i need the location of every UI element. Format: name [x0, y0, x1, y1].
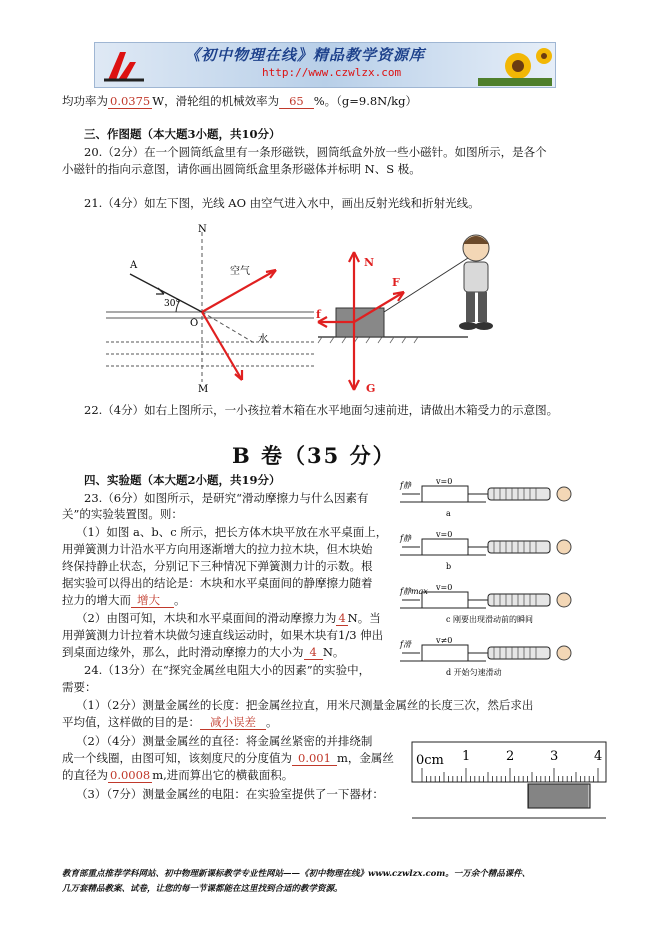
section3-heading: 三、作图题（本大题3小题，共10分） — [84, 127, 281, 141]
q23-p1-line4: 据实验可以得出的结论是：木块和水平桌面间的静摩擦力随着 — [62, 576, 373, 590]
velocity-label: v=0 — [436, 583, 453, 592]
q24-p2-line1: （2）（4分）测量金属丝的直径：将金属丝紧密的并排绕制 — [76, 734, 373, 748]
ruler-label: 2 — [506, 749, 515, 764]
refraction-figure — [106, 222, 314, 394]
q24-p1-line1: （1）（2分）测量金属丝的长度：把金属丝拉直，用米尺测量金属丝的长度三次，然后求出 — [76, 698, 534, 712]
label-force-F: F — [392, 276, 400, 289]
ruler-unit: 0cm — [416, 753, 444, 768]
q24-p2-answer1: 0.001 — [292, 751, 337, 766]
footer-line2: 几万套精品教案、试卷，让您的每一节课都能在这里找到合适的教学资源。 — [62, 884, 343, 894]
label-water: 水 — [258, 334, 268, 345]
label-A: A — [130, 260, 138, 271]
ruler-label: 4 — [594, 749, 603, 764]
q20-line2: 小磁针的指向示意图，请你画出圆筒纸盒里条形磁体并标明 N、S 极。 — [62, 162, 421, 176]
q23-p2-answer1: 4 — [338, 611, 346, 625]
q20-line1: 20.（2分）在一个圆筒纸盒里有一条形磁铁，圆筒纸盒外放一些小磁针。如图所示，是各个 — [84, 145, 547, 159]
ruler-label: 1 — [462, 749, 471, 764]
q23-p2-answer2: 4 — [304, 645, 323, 660]
label-air: 空气 — [230, 266, 250, 277]
efficiency-answer: 65 — [279, 94, 314, 109]
q24-p2-line2: 成一个线圈，由图可知，该刻度尺的分度值为 0.001 m，金属丝 — [62, 751, 394, 765]
label-force-f: f — [316, 308, 321, 321]
q23-p2-line1: （2）由图可知，木块和水平桌面间的滑动摩擦力为 4 N。当 — [76, 611, 381, 625]
q23-p2-line3: 到桌面边缘外，那么，此时滑动摩擦力的大小为 4 N。 — [62, 645, 345, 659]
logo-icon — [100, 46, 148, 84]
velocity-label: v≠0 — [436, 636, 453, 645]
footer-line1: 教育部重点推荐学科网站、初中物理新课标教学专业性网站——《初中物理在线》www.czwlzx.com。一万余个精品课件、 — [62, 869, 531, 879]
ruler-figure — [410, 740, 610, 824]
label-M: M — [198, 384, 209, 395]
friction-label: f静max — [400, 587, 428, 596]
friction-label: f滑 — [400, 640, 411, 649]
q21-text: 21.（4分）如左下图，光线 AO 由空气进入水中，画出反射光线和折射光线。 — [84, 196, 480, 210]
label-O: O — [190, 318, 199, 329]
row-caption: a — [446, 509, 451, 518]
friction-figure — [396, 478, 604, 690]
banner-url[interactable]: http://www.czwlzx.com — [262, 66, 402, 79]
q24-p1-line2: 平均值，这样做的目的是： 减小误差 。 — [62, 715, 278, 729]
banner-title: 《初中物理在线》精品教学资源库 — [185, 46, 426, 64]
label-angle: 30° — [164, 299, 180, 309]
q23-line2: 关”的实验装置图。则： — [62, 507, 183, 521]
section-b-header: B 卷（35 分） — [232, 443, 396, 468]
friction-row — [399, 530, 571, 571]
friction-label: f静 — [400, 481, 411, 490]
q23-p1-line2: 用弹簧测力计沿水平方向用逐渐增大的拉力拉木块，但木块始 — [62, 542, 373, 556]
q23-p1-line1: （1）如图 a、b、c 所示，把长方体木块平放在水平桌面上， — [76, 525, 388, 539]
velocity-label: v=0 — [436, 477, 453, 486]
friction-label: f静 — [400, 534, 411, 543]
section4-heading: 四、实验题（本大题2小题，共19分） — [84, 473, 281, 487]
q24-p1-answer: 减小误差 — [200, 715, 266, 730]
q23-p1-line5: 拉力的增大而 增大 。 — [62, 593, 186, 607]
velocity-label: v=0 — [436, 530, 453, 539]
friction-row — [399, 477, 571, 518]
q24-p2-line3: 的直径为 0.0008 m,进而算出它的横截面积。 — [62, 768, 294, 782]
q24-p3-line1: （3）（7分）测量金属丝的电阻：在实验室提供了一下器材： — [76, 787, 384, 801]
label-force-G: G — [366, 382, 376, 395]
top-line: 均功率为 0.0375 W，滑轮组的机械效率为 65 %。（g=9.8N/kg） — [62, 94, 417, 108]
q23-p2-line2: 用弹簧测力计拉着木块做匀速直线运动时，如果木块有1/3 伸出 — [62, 628, 384, 642]
power-answer: 0.0375 — [110, 94, 151, 108]
friction-row — [399, 636, 571, 677]
ruler-label: 3 — [550, 749, 559, 764]
label-force-N: N — [364, 256, 375, 269]
q24-p2-answer2: 0.0008 — [110, 768, 151, 782]
q22-text: 22.（4分）如右上图所示，一小孩拉着木箱在水平地面匀速前进，请做出木箱受力的示意图。 — [84, 403, 559, 417]
label-N: N — [198, 224, 207, 235]
q23-line1: 23.（6分）如图所示，是研究“滑动摩擦力与什么因素有 — [84, 491, 369, 505]
q23-p1-line3: 终保持静止状态，分别记下三种情况下弹簧测力计的示数。根 — [62, 559, 373, 573]
q24-line2: 需要： — [62, 680, 97, 694]
q24-line1: 24.（13分）在“探究金属丝电阻大小的因素”的实验中， — [84, 663, 371, 677]
sunflower-icon — [478, 44, 552, 86]
force-figure — [318, 222, 508, 398]
row-caption: b — [446, 562, 452, 571]
q23-p1-answer: 增大 — [131, 593, 174, 608]
row-caption: d 开始匀速滑动 — [446, 668, 502, 677]
row-caption: c 刚要出现滑动前的瞬间 — [446, 615, 534, 624]
friction-row — [399, 583, 571, 624]
child-illustration — [459, 235, 493, 330]
